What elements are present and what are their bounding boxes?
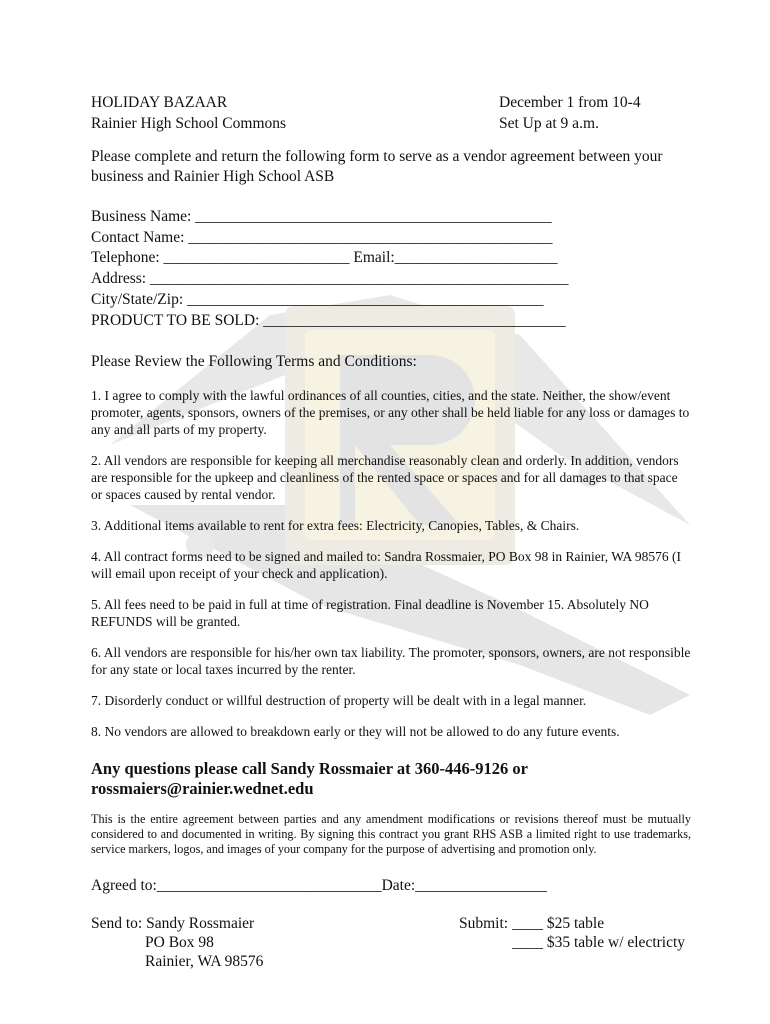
event-info bbox=[91, 92, 286, 134]
term-1: 1. I agree to comply with the lawful ordinances of all counties, cities, and the state. Neither, the show/event promoter, agents, sponsors, owners of the premises, or any other shall be held liable for any loss or damages to any and all parts of my property. bbox=[91, 388, 690, 438]
contact-name-field[interactable]: Contact Name: _______________________________________________ bbox=[91, 228, 553, 246]
footer-section bbox=[91, 914, 691, 974]
event-name: HOLIDAY BAZAAR bbox=[91, 94, 228, 111]
legal-paragraph: This is the entire agreement between parties and any amendment modifications or revisions thereof must be mutually considered to and documented in writing. By signing this contract you grant RHS ASB a limited right to use trademarks, service markers, logos, and images of your company for the purpose of advertising and promotion only. bbox=[91, 812, 691, 857]
event-location: Rainier High School Commons bbox=[91, 115, 287, 132]
submit-options bbox=[459, 914, 685, 952]
term-2: 2. All vendors are responsible for keeping all merchandise reasonably clean and orderly. In addition, vendors are responsible for the upkeep and cleanliness of the rented space or spaces and for all damages to that space or spaces caused by rental vendor. bbox=[91, 453, 679, 503]
term-7: 7. Disorderly conduct or willful destruction of property will be dealt with in a legal manner. bbox=[91, 693, 587, 709]
form-content bbox=[91, 92, 691, 974]
city-state-zip-field[interactable]: City/State/Zip: ______________________________________________ bbox=[91, 290, 544, 308]
term-8: 8. No vendors are allowed to breakdown early or they will not be allowed to do any future events. bbox=[91, 724, 620, 740]
intro-paragraph: Please complete and return the following form to serve as a vendor agreement between your business and Rainier High School ASB bbox=[91, 148, 663, 185]
contact-questions: Any questions please call Sandy Rossmaier at 360-446-9126 or rossmaiers@rainier.wednet.edu bbox=[91, 759, 528, 799]
submit-35-table[interactable]: ____ $35 table w/ electricty bbox=[512, 934, 686, 952]
document-header bbox=[91, 92, 691, 134]
send-to-line: Send to: Sandy Rossmaier bbox=[91, 915, 255, 933]
send-to-address bbox=[91, 914, 263, 971]
term-6: 6. All vendors are responsible for his/her own tax liability. The promoter, sponsors, owners, are not responsible for any state or local taxes incurred by the renter. bbox=[91, 645, 691, 678]
business-name-field[interactable]: Business Name: ______________________________________________ bbox=[91, 208, 552, 225]
submit-25-table[interactable]: Submit: ____ $25 table bbox=[459, 915, 605, 933]
term-3: 3. Additional items available to rent for extra fees: Electricity, Canopies, Tables, & Chairs. bbox=[91, 518, 580, 534]
event-schedule bbox=[499, 92, 641, 134]
term-4: 4. All contract forms need to be signed and mailed to: Sandra Rossmaier, PO Box 98 in Rainier, WA 98576 (I will email upon receipt of your check and application). bbox=[91, 549, 681, 582]
term-5: 5. All fees need to be paid in full at time of registration. Final deadline is November 15. Absolutely NO REFUNDS will be granted. bbox=[91, 597, 649, 630]
send-to-po-box: PO Box 98 bbox=[145, 934, 214, 952]
event-date: December 1 from 10-4 bbox=[499, 94, 641, 111]
product-field[interactable]: PRODUCT TO BE SOLD: _______________________________________ bbox=[91, 311, 566, 329]
terms-heading: Please Review the Following Terms and Conditions: bbox=[91, 353, 417, 371]
address-field[interactable]: Address: ______________________________________________________ bbox=[91, 270, 569, 288]
telephone-email-field[interactable]: Telephone: ________________________ Email:_____________________ bbox=[91, 249, 558, 267]
setup-time: Set Up at 9 a.m. bbox=[499, 115, 599, 132]
send-to-city: Rainier, WA 98576 bbox=[145, 953, 264, 971]
vendor-fields bbox=[91, 207, 691, 331]
agreed-signature-line[interactable]: Agreed to:_____________________________Date:_________________ bbox=[91, 877, 547, 895]
